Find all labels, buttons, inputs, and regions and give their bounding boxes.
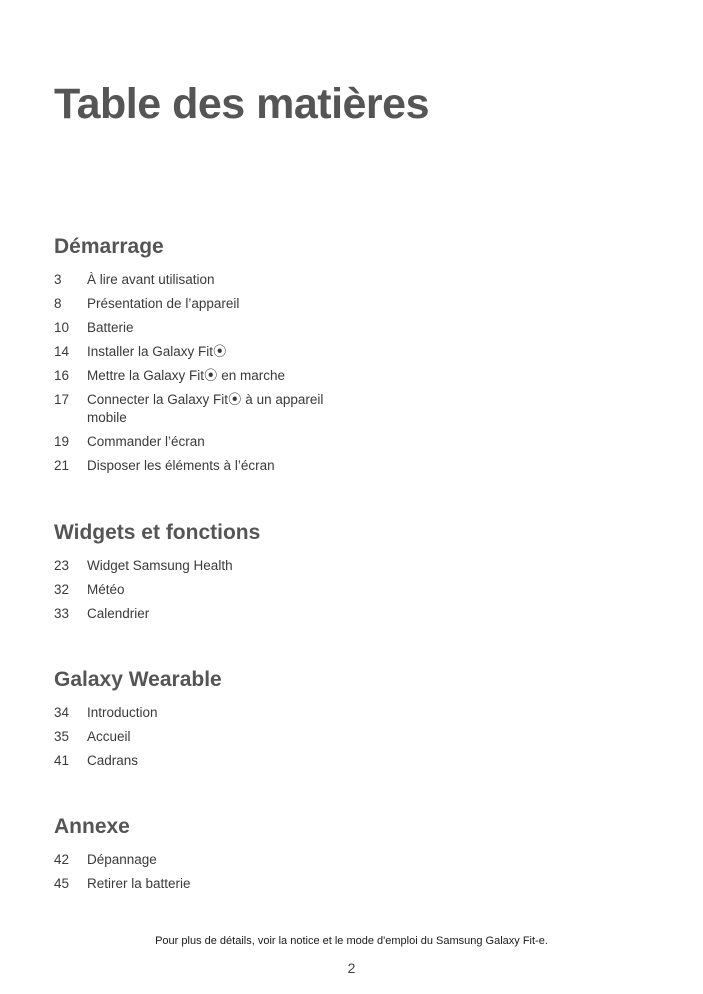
entry-page: 42: [54, 852, 70, 867]
entry-label: Disposer les éléments à l’écran: [87, 458, 275, 473]
toc-entry[interactable]: [54, 391, 654, 427]
entry-page: 45: [54, 876, 70, 891]
entry-label: Connecter la Galaxy Fit⦿ à un appareil mobile: [87, 392, 324, 425]
entry-page: 41: [54, 753, 70, 768]
entry-label: Cadrans: [87, 753, 139, 768]
entry-page: 21: [54, 458, 70, 473]
section-heading: Annexe: [54, 815, 130, 838]
toc-entry[interactable]: [54, 704, 654, 722]
section-heading: Démarrage: [54, 235, 164, 258]
toc-entry[interactable]: [54, 728, 654, 746]
section-heading: Widgets et fonctions: [54, 521, 261, 544]
entry-label: Installer la Galaxy Fit⦿: [87, 344, 227, 359]
toc-entry[interactable]: [54, 875, 654, 893]
toc-section-widgets: [54, 519, 654, 629]
toc-section-demarrage: [54, 233, 654, 481]
page-number: 2: [347, 960, 356, 976]
toc-entry[interactable]: [54, 433, 654, 451]
entry-page: 19: [54, 434, 70, 449]
toc-entry[interactable]: [54, 581, 654, 599]
entry-page: 16: [54, 368, 70, 383]
entry-label: Widget Samsung Health: [87, 558, 233, 573]
toc-section-galaxy-wearable: [54, 666, 654, 776]
entry-page: 8: [54, 296, 62, 311]
entry-label: Présentation de l’appareil: [87, 296, 240, 311]
entry-page: 23: [54, 558, 70, 573]
entry-label: Mettre la Galaxy Fit⦿ en marche: [87, 368, 286, 383]
toc-entry[interactable]: [54, 457, 654, 475]
toc-entry[interactable]: [54, 271, 654, 289]
entry-page: 34: [54, 705, 70, 720]
toc-entry[interactable]: [54, 605, 654, 623]
entry-page: 32: [54, 582, 70, 597]
entry-label: À lire avant utilisation: [87, 272, 215, 287]
toc-entry[interactable]: [54, 752, 654, 770]
entry-label: Météo: [87, 582, 125, 597]
entry-page: 14: [54, 344, 70, 359]
section-heading: Galaxy Wearable: [54, 668, 222, 691]
toc-entry[interactable]: [54, 557, 654, 575]
toc-entry[interactable]: [54, 343, 654, 361]
toc-entry[interactable]: [54, 319, 654, 337]
entry-label: Retirer la batterie: [87, 876, 191, 891]
toc-entry[interactable]: [54, 295, 654, 313]
entry-label: Calendrier: [87, 606, 150, 621]
entry-page: 17: [54, 392, 70, 407]
entry-label: Commander l’écran: [87, 434, 205, 449]
toc-entry[interactable]: [54, 367, 654, 385]
entry-page: 33: [54, 606, 70, 621]
entry-label: Batterie: [87, 320, 134, 335]
entry-label: Introduction: [87, 705, 158, 720]
entry-page: 10: [54, 320, 70, 335]
entry-page: 3: [54, 272, 62, 287]
entry-page: 35: [54, 729, 70, 744]
footer-note: Pour plus de détails, voir la notice et le mode d'emploi du Samsung Galaxy Fit-e.: [155, 935, 548, 947]
entry-label: Dépannage: [87, 852, 157, 867]
entry-label: Accueil: [87, 729, 131, 744]
toc-section-annexe: [54, 813, 654, 899]
page-title: Table des matières: [54, 80, 429, 128]
toc-entry[interactable]: [54, 851, 654, 869]
